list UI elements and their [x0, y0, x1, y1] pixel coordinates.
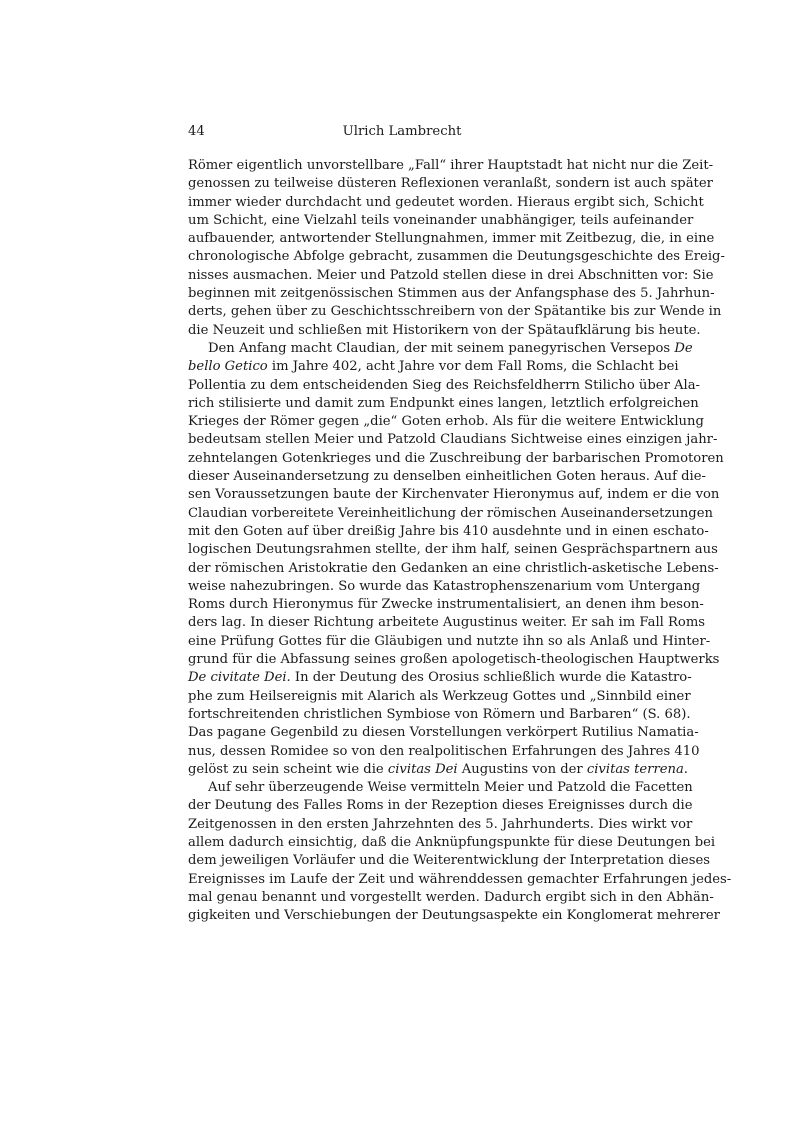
italic-title: bello Getico: [188, 359, 268, 375]
text-line: Römer eigentlich unvorstellbare „Fall“ ihrer Hauptstadt hat nicht nur die Zeit-: [188, 158, 714, 173]
text-line: allem dadurch einsichtig, daß die Anknüpfungspunkte für diese Deutungen bei: [188, 834, 716, 850]
text-line: aufbauender, antwortender Stellungnahmen, immer mit Zeitbezug, die, in eine: [188, 231, 715, 247]
text-line: immer wieder durchdacht und gedeutet worden. Hieraus ergibt sich, Schicht: [188, 194, 704, 210]
text-line: Pollentia zu dem entscheidenden Sieg des Reichsfeldherrn Stilicho über Ala-: [188, 377, 700, 393]
text-line: [188, 358, 679, 376]
text-line: derts, gehen über zu Geschichtsschreibern von der Spätantike bis zur Wende in: [188, 304, 722, 320]
text-line: Claudian vorbereitete Vereinheitlichung der römischen Auseinandersetzungen: [188, 505, 713, 521]
text-line: [188, 340, 693, 358]
text-line: chronologische Abfolge gebracht, zusammen die Deutungsgeschichte des Ereig-: [188, 249, 725, 265]
text-line: rich stilisierte und damit zum Endpunkt eines langen, letztlich erfolgreichen: [188, 395, 699, 411]
text-line: genossen zu teilweise düsteren Reflexionen veranlaßt, sondern ist auch später: [188, 176, 713, 192]
text-line: ders lag. In dieser Richtung arbeitete Augustinus weiter. Er sah im Fall Roms: [188, 615, 706, 631]
text-line: der römischen Aristokratie den Gedanken an eine christlich-asketische Lebens-: [188, 560, 719, 576]
text-line: bedeutsam stellen Meier und Patzold Claudians Sichtweise eines einzigen jahr-: [188, 432, 718, 448]
text-line: Das pagane Gegenbild zu diesen Vorstellungen verkörpert Rutilius Namatia-: [188, 725, 699, 741]
text-line: Ereignisses im Laufe der Zeit und währenddessen gemachter Erfahrungen jedes-: [188, 871, 732, 887]
running-title: Ulrich Lambrecht: [342, 124, 462, 139]
text-line: Roms durch Hieronymus für Zwecke instrumentalisiert, an denen ihm beson-: [188, 597, 704, 613]
text-line: dem jeweiligen Vorläufer und die Weiterentwicklung der Interpretation dieses: [188, 853, 710, 869]
text-line: weise nahezubringen. So wurde das Katastrophenszenarium vom Untergang: [188, 578, 701, 594]
text-run: In der Deutung des Orosius schließlich wurde die Katastro-: [290, 670, 692, 686]
text-line: mal genau benannt und vorgestellt werden. Dadurch ergibt sich in den Abhän-: [188, 889, 714, 905]
text-line: sen Voraussetzungen baute der Kirchenvater Hieronymus auf, indem er die von: [188, 487, 720, 503]
text-line: Krieges der Römer gegen „die“ Goten erhob. Als für die weitere Entwicklung: [188, 414, 704, 430]
text-line: [188, 761, 688, 779]
text-line: grund für die Abfassung seines großen apologetisch-theologischen Hauptwerks: [188, 652, 720, 668]
text-line: phe zum Heilsereignis mit Alarich als Werkzeug Gottes und „Sinnbild einer: [188, 688, 691, 704]
text-line: nus, dessen Romidee so von den realpolitischen Erfahrungen des Jahres 410: [188, 743, 700, 759]
text-run: im Jahre 402, acht Jahre vor dem Fall Roms, die Schlacht bei: [267, 359, 679, 375]
italic-term: civitas terrena: [586, 761, 684, 777]
text-line: um Schicht, eine Vielzahl teils voneinander unabhängiger, teils aufeinander: [188, 212, 694, 228]
text-line: fortschreitenden christlichen Symbiose von Römern und Barbaren“ (S. 68).: [188, 706, 691, 722]
running-header: [188, 122, 616, 142]
italic-term: civitas Dei: [387, 761, 458, 777]
text-line: nisses ausmachen. Meier und Patzold stellen diese in drei Abschnitten vor: Sie: [188, 267, 714, 283]
text-line: zehntelangen Gotenkrieges und die Zuschreibung der barbarischen Promotoren: [188, 450, 724, 466]
text-line: Auf sehr überzeugende Weise vermitteln Meier und Patzold die Facetten: [208, 780, 693, 796]
text-run: Den Anfang macht Claudian, der mit seinem panegyrischen Versepos: [208, 340, 675, 356]
italic-title: De: [674, 340, 693, 356]
text-line: Zeitgenossen in den ersten Jahrzehnten des 5. Jahrhunderts. Dies wirkt vor: [188, 816, 693, 832]
text-run: gelöst zu sein scheint wie die: [188, 761, 388, 777]
text-line: logischen Deutungsrahmen stellte, der ihm half, seinen Gesprächspartnern aus: [188, 542, 718, 558]
text-line: die Neuzeit und schließen mit Historikern von der Spätaufklärung bis heute.: [188, 322, 701, 338]
text-line: gigkeiten und Verschiebungen der Deutungsaspekte ein Konglomerat mehrerer: [188, 908, 720, 924]
text-line: beginnen mit zeitgenössischen Stimmen aus der Anfangsphase des 5. Jahrhun-: [188, 286, 715, 302]
page-number: 44: [188, 124, 205, 139]
text-line: eine Prüfung Gottes für die Gläubigen und nutzte ihn so als Anlaß und Hinter-: [188, 633, 711, 649]
text-run: .: [683, 761, 688, 777]
text-line: dieser Auseinandersetzung zu denselben einheitlichen Goten heraus. Auf die-: [188, 469, 706, 485]
body-text: [188, 157, 732, 925]
text-line: mit den Goten auf über dreißig Jahre bis 410 ausdehnte und in einen eschato-: [188, 523, 709, 539]
text-line: [188, 669, 692, 687]
italic-title: De civitate Dei.: [188, 670, 291, 686]
document-page: [188, 122, 732, 925]
text-run: Augustins von der: [457, 761, 587, 777]
text-line: der Deutung des Falles Roms in der Rezeption dieses Ereignisses durch die: [188, 798, 693, 814]
